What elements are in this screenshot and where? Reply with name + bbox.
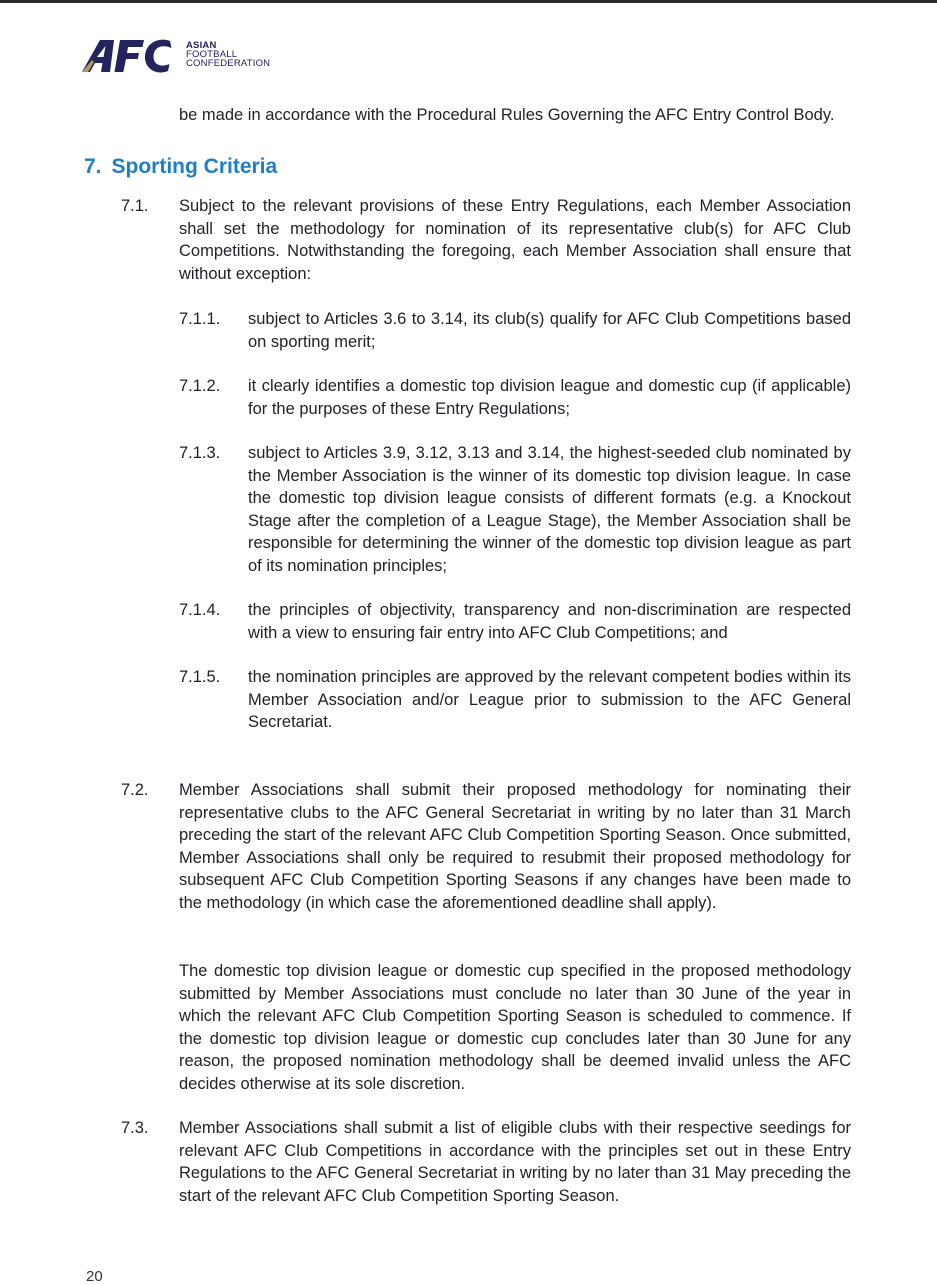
section-number: 7. [84,155,102,178]
clause-7-1-1-number: 7.1.1. [179,310,221,328]
afc-logo-wordmark [186,41,270,68]
clause-7-1-number: 7.1. [121,197,149,215]
afc-logo-icon [80,36,180,76]
intro-paragraph: be made in accordance with the Procedural Rules Governing the AFC Entry Control Body. [179,106,835,124]
clause-7-1-3-number: 7.1.3. [179,444,221,462]
clause-7-1-4-number: 7.1.4. [179,601,221,619]
section-title: Sporting Criteria [111,155,278,178]
afc-logo [80,36,280,76]
clause-7-1-text: Subject to the relevant provisions of these Entry Regulations, each Member Association shall set the methodology for nomination of its representative club(s) for AFC Club Competitions. Notwithstanding the foregoing, each Member Association shall ensure that without exception: [179,197,851,283]
clause-7-2-text: Member Associations shall submit their proposed methodology for nominating their representative clubs to the AFC General Secretariat in writing by no later than 31 March preceding the start of the relevant AFC Club Competition Sporting Season. Once submitted, Member Associations shall only be required to resubmit their proposed methodology for subsequent AFC Club Competition Sporting Seasons if any changes have been made to the methodology (in which case the aforementioned deadline shall apply). [179,781,851,912]
clause-7-1-3-text: subject to Articles 3.9, 3.12, 3.13 and 3.14, the highest-seeded club nominated by the Member Association is the winner of its domestic top division league. In case the domestic top division league consists of different formats (e.g. a Knockout Stage after the completion of a League Stage), the Member Association shall be responsible for determining the winner of the domestic top division league as part of its nomination principles; [248,444,851,575]
clause-7-1-2-number: 7.1.2. [179,377,221,395]
logo-text-football: FOOTBALL [186,49,238,60]
clause-7-3-text: Member Associations shall submit a list of eligible clubs with their respective seedings for relevant AFC Club Competitions in accordance with the principles set out in these Entry Regulations to the AFC General Secretariat in writing by no later than 31 May preceding the start of the relevant AFC Club Competition Sporting Season. [179,1119,851,1205]
clause-7-2-number: 7.2. [121,781,149,799]
logo-text-confederation: CONFEDERATION [186,58,271,69]
clause-7-2-second-paragraph: The domestic top division league or domestic cup specified in the proposed methodology submitted by Member Associations must conclude no later than 30 June of the year in which the relevant AFC Club Competition Sporting Season is scheduled to commence. If the domestic top division league or domestic cup concludes later than 30 June for any reason, the proposed nomination methodology shall be deemed invalid unless the AFC decides otherwise at its sole discretion. [179,962,851,1093]
page-top-edge [0,0,937,3]
clause-7-1-5-text: the nomination principles are approved by the relevant competent bodies within its Member Association and/or League prior to submission to the AFC General Secretariat. [248,668,851,731]
clause-7-1-4-text: the principles of objectivity, transparency and non-discrimination are respected with a view to ensuring fair entry into AFC Club Competitions; and [248,601,851,642]
clause-7-1-5-number: 7.1.5. [179,668,221,686]
clause-7-1-1-text: subject to Articles 3.6 to 3.14, its club(s) qualify for AFC Club Competitions based on sporting merit; [248,310,851,351]
clause-7-1-2-text: it clearly identifies a domestic top division league and domestic cup (if applicable) for the purposes of these Entry Regulations; [248,377,851,418]
clause-7-3-number: 7.3. [121,1119,149,1137]
section-heading [84,153,277,181]
page-number: 20 [86,1268,103,1285]
logo-text-asian: ASIAN [186,40,217,51]
